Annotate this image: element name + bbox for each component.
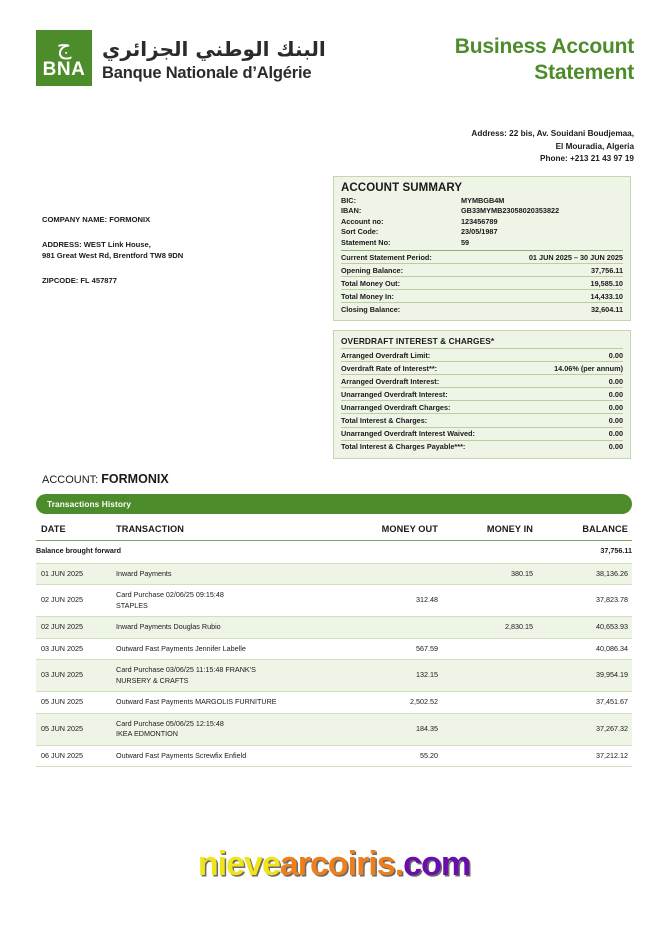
transaction-description-line2: STAPLES — [116, 600, 148, 610]
summary-amount-value: 0.00 — [608, 415, 623, 425]
balance-brought-forward-row — [36, 541, 632, 564]
transaction-description — [116, 638, 332, 660]
transactions-table-body — [36, 541, 632, 767]
transaction-balance: 37,212.12 — [537, 745, 632, 767]
summary-amount-value: 01 JUN 2025 – 30 JUN 2025 — [528, 252, 623, 262]
summary-amount-value: 0.00 — [608, 389, 623, 399]
transaction-money-out: 567.59 — [332, 638, 442, 660]
summary-amount-label: Total Money In: — [341, 291, 394, 301]
summary-amount-label: Unarranged Overdraft Charges: — [341, 402, 451, 412]
summary-amount-row — [341, 374, 623, 387]
bank-name-arabic: البنك الوطني الجزائري — [102, 37, 326, 61]
transaction-balance: 37,451.67 — [537, 692, 632, 714]
page-title-line1: Business Account — [454, 35, 634, 58]
bank-address-line1: Address: 22 bis, Av. Souidani Boudjemaa, — [471, 129, 634, 138]
account-summary-box — [333, 176, 631, 321]
summary-amount-row — [341, 276, 623, 289]
account-summary-fields — [341, 196, 623, 248]
summary-amount-label: Total Interest & Charges Payable***: — [341, 442, 466, 452]
account-label: ACCOUNT: — [42, 474, 99, 486]
customer-address-line1: ADDRESS: WEST Link House, — [42, 240, 151, 249]
summary-amount-label: Overdraft Rate of Interest**: — [341, 363, 438, 373]
summary-amount-value: 37,756.11 — [590, 265, 623, 275]
customer-address-line2: 981 Great West Rd, Brentford TW8 9DN — [42, 251, 184, 260]
summary-amount-row — [341, 427, 623, 440]
summary-amount-row — [341, 387, 623, 400]
transaction-money-out: 55.20 — [332, 745, 442, 767]
bank-phone: Phone: +213 21 43 97 19 — [540, 154, 634, 164]
bna-logo-icon — [36, 30, 92, 86]
summary-amount-label: Unarranged Overdraft Interest: — [341, 389, 448, 399]
summary-amount-label: Closing Balance: — [341, 304, 401, 314]
transaction-description — [116, 692, 332, 714]
site-watermark — [0, 845, 668, 884]
transaction-date: 05 JUN 2025 — [36, 692, 116, 714]
watermark-part2: arcoiris. — [279, 845, 404, 883]
account-name-line — [42, 472, 169, 486]
column-header-date: DATE — [36, 520, 116, 541]
table-row — [36, 585, 632, 617]
column-header-money-out: MONEY OUT — [332, 520, 442, 541]
summary-amount-label: Arranged Overdraft Limit: — [341, 350, 431, 360]
transaction-money-out: 184.35 — [332, 713, 442, 745]
table-header-row — [36, 520, 632, 541]
transaction-description-line1: Inward Payments — [116, 568, 172, 578]
bank-brand — [36, 30, 326, 86]
transaction-description-line1: Card Purchase 05/06/25 12:15:48 — [116, 718, 224, 728]
table-row — [36, 745, 632, 767]
transactions-history-banner — [36, 494, 632, 514]
transaction-date: 02 JUN 2025 — [36, 617, 116, 639]
summary-amount-label: Opening Balance: — [341, 265, 404, 275]
transaction-money-out — [332, 617, 442, 639]
overdraft-title: OVERDRAFT INTEREST & CHARGES* — [341, 336, 495, 346]
bank-address — [334, 128, 634, 166]
customer-address — [42, 239, 312, 261]
summary-amount-value: 14,433.10 — [590, 291, 623, 301]
brought-forward-label: Balance brought forward — [36, 541, 442, 564]
summary-amount-row — [341, 250, 623, 263]
transaction-description-line1: Card Purchase 02/06/25 09:15:48 — [116, 590, 224, 599]
transaction-balance: 37,823.78 — [537, 585, 632, 617]
transactions-table-head — [36, 520, 632, 541]
page-title-line2: Statement — [534, 61, 634, 84]
summary-field — [341, 206, 623, 216]
transaction-description — [116, 713, 332, 745]
transaction-balance: 40,653.93 — [537, 617, 632, 639]
watermark-part3: com — [403, 845, 471, 883]
transaction-balance: 40,086.34 — [537, 638, 632, 660]
transaction-description-line1: Outward Fast Payments Screwfix Enfield — [116, 750, 247, 760]
customer-company: COMPANY NAME: FORMONIX — [42, 215, 151, 224]
transaction-balance: 38,136.26 — [537, 563, 632, 585]
summary-amount-value: 0.00 — [608, 442, 623, 452]
summary-amount-row — [341, 413, 623, 426]
summary-amount-value: 0.00 — [608, 402, 623, 412]
transaction-money-out: 132.15 — [332, 660, 442, 692]
transaction-description — [116, 745, 332, 767]
transaction-money-in: 2,830.15 — [442, 617, 537, 639]
summary-field-label: BIC: — [341, 196, 356, 205]
summary-amount-row — [341, 289, 623, 302]
account-summary-rows — [341, 250, 623, 315]
page-title — [374, 34, 634, 86]
summary-field — [341, 217, 623, 227]
column-header-transaction: TRANSACTION — [116, 520, 332, 541]
transaction-date: 06 JUN 2025 — [36, 745, 116, 767]
transactions-table — [36, 520, 632, 767]
overdraft-rows — [341, 348, 623, 453]
transaction-money-out — [332, 563, 442, 585]
transaction-description — [116, 585, 332, 617]
summary-field-value: 59 — [461, 237, 470, 247]
summary-amount-value: 19,585.10 — [590, 278, 623, 288]
account-name: FORMONIX — [101, 472, 169, 486]
bank-name-french: Banque Nationale d’Algérie — [102, 64, 312, 82]
overdraft-box — [333, 330, 631, 459]
transaction-money-in — [442, 638, 537, 660]
transaction-description-line1: Card Purchase 03/06/25 11:15:48 FRANK'S — [116, 665, 256, 674]
summary-amount-row — [341, 440, 623, 453]
customer-zipcode: ZIPCODE: FL 457877 — [42, 276, 117, 285]
bank-name-block — [102, 36, 326, 86]
summary-amount-row — [341, 302, 623, 315]
summary-field-label: Sort Code: — [341, 227, 379, 237]
summary-field-value: 123456789 — [461, 216, 498, 226]
transaction-balance: 39,954.19 — [537, 660, 632, 692]
watermark-part1: nieve — [197, 845, 280, 883]
transaction-balance: 37,267.32 — [537, 713, 632, 745]
page-header — [36, 30, 634, 108]
column-header-money-in: MONEY IN — [442, 520, 537, 541]
summary-field — [341, 238, 623, 248]
summary-amount-value: 0.00 — [608, 376, 623, 386]
transaction-date: 02 JUN 2025 — [36, 585, 116, 617]
transaction-money-in — [442, 660, 537, 692]
transaction-date: 03 JUN 2025 — [36, 638, 116, 660]
transaction-money-in: 380.15 — [442, 563, 537, 585]
summary-amount-label: Arranged Overdraft Interest: — [341, 376, 440, 386]
transaction-money-out: 312.48 — [332, 585, 442, 617]
table-row — [36, 660, 632, 692]
summary-amount-row — [341, 361, 623, 374]
table-row — [36, 617, 632, 639]
summary-field-value: GB33MYMB23058020353822 — [461, 206, 560, 216]
brought-forward-balance: 37,756.11 — [537, 541, 632, 564]
summary-field — [341, 196, 623, 206]
transaction-date: 01 JUN 2025 — [36, 563, 116, 585]
logo-bna-text: BNA — [42, 59, 86, 80]
transactions-history-label: Transactions History — [47, 499, 132, 509]
transaction-description — [116, 617, 332, 639]
summary-amount-label: Total Interest & Charges: — [341, 415, 428, 425]
summary-amount-label: Current Statement Period: — [341, 252, 432, 262]
transaction-description-line2: IKEA EDMONTION — [116, 729, 178, 738]
transaction-description — [116, 660, 332, 692]
summary-amount-label: Total Money Out: — [341, 278, 401, 288]
column-header-balance: BALANCE — [537, 520, 632, 541]
summary-field-label: Statement No: — [341, 237, 391, 247]
transaction-description-line1: Outward Fast Payments Jennifer Labelle — [116, 643, 246, 653]
bank-address-line2: El Mouradia, Algeria — [555, 141, 634, 151]
table-row — [36, 638, 632, 660]
summary-field-label: IBAN: — [341, 206, 362, 216]
transaction-money-in — [442, 585, 537, 617]
transaction-money-in — [442, 745, 537, 767]
summary-amount-value: 0.00 — [608, 350, 623, 360]
brought-forward-spacer — [442, 541, 537, 564]
table-row — [36, 692, 632, 714]
transaction-description-line1: Outward Fast Payments MARGOLIS FURNITURE — [116, 697, 277, 706]
logo-arabic-glyph: ج — [56, 34, 72, 60]
table-row — [36, 713, 632, 745]
summary-field-label: Account no: — [341, 216, 384, 226]
transaction-money-in — [442, 692, 537, 714]
transaction-date: 03 JUN 2025 — [36, 660, 116, 692]
transaction-description — [116, 563, 332, 585]
transaction-description-line1: Inward Payments Douglas Rubio — [116, 622, 221, 631]
summary-amount-value: 0.00 — [608, 429, 623, 439]
transaction-description-line2: NURSERY & CRAFTS — [116, 675, 189, 685]
account-summary-title: ACCOUNT SUMMARY — [341, 182, 463, 194]
summary-amount-value: 32,604.11 — [590, 304, 623, 314]
summary-amount-label: Unarranged Overdraft Interest Waived: — [341, 429, 475, 439]
table-row — [36, 563, 632, 585]
summary-amount-value: 14.06% (per annum) — [554, 363, 623, 373]
transaction-date: 05 JUN 2025 — [36, 713, 116, 745]
summary-amount-row — [341, 263, 623, 276]
summary-amount-row — [341, 400, 623, 413]
transaction-money-out: 2,502.52 — [332, 692, 442, 714]
summary-field-value: 23/05/1987 — [461, 227, 498, 237]
customer-details — [42, 214, 312, 286]
summary-field — [341, 227, 623, 237]
summary-amount-row — [341, 348, 623, 361]
summary-field-value: MYMBGB4M — [461, 196, 505, 205]
transaction-money-in — [442, 713, 537, 745]
